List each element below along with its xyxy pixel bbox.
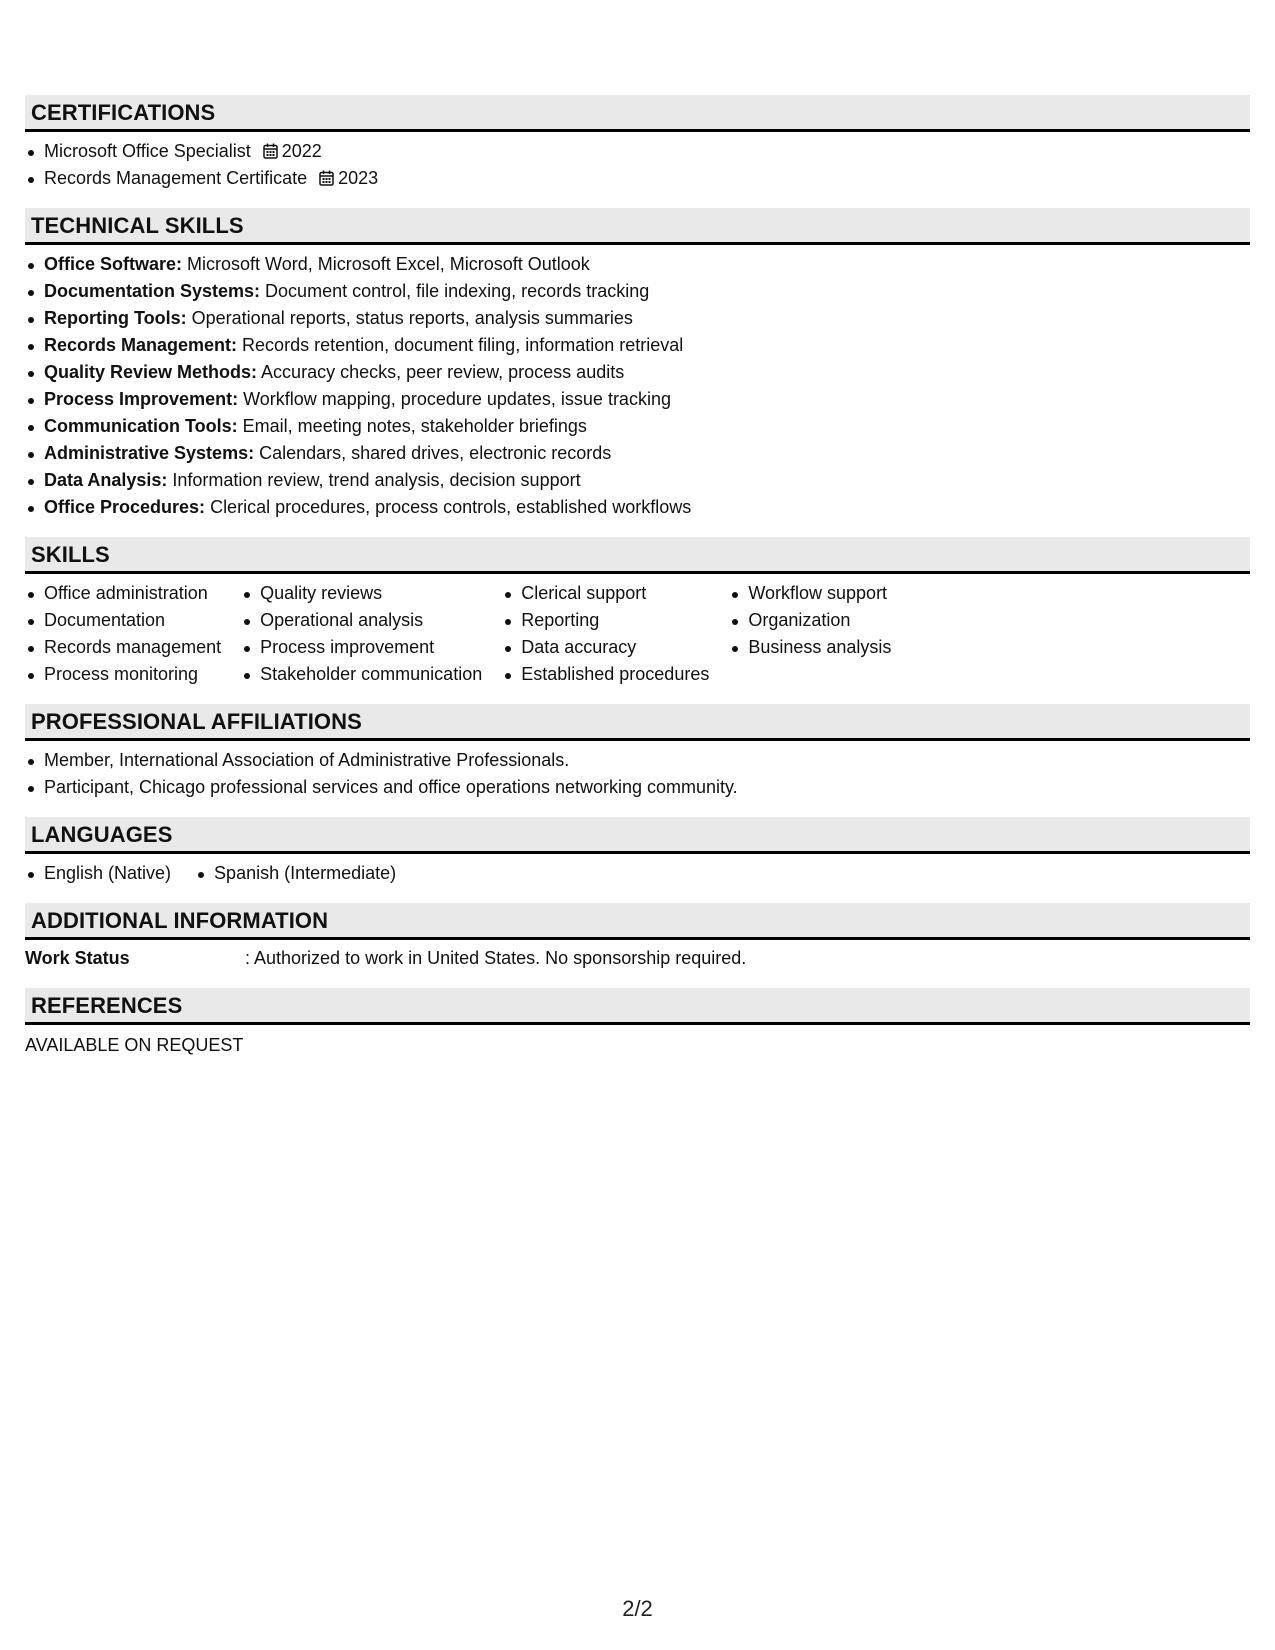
references-section xyxy=(25,988,1250,1059)
affiliation-item: Member, International Association of Administrative Professionals. xyxy=(25,747,1250,774)
skill-item: Process monitoring xyxy=(25,661,241,688)
technical-skill-label: Quality Review Methods: xyxy=(44,362,258,382)
skill-item: Records management xyxy=(25,634,241,661)
references-text: AVAILABLE ON REQUEST xyxy=(25,1035,244,1055)
skill-item: Documentation xyxy=(25,607,241,634)
certification-year: 2023 xyxy=(338,168,379,188)
certification-item xyxy=(25,138,1250,165)
technical-skills-list xyxy=(25,245,1250,521)
technical-skills-heading: TECHNICAL SKILLS xyxy=(25,208,1250,245)
skill-item: Established procedures xyxy=(502,661,729,688)
technical-skill-text: Workflow mapping, procedure updates, issue tracking xyxy=(238,389,671,409)
skills-section xyxy=(25,537,1250,688)
work-status-value: : Authorized to work in United States. No sponsorship required. xyxy=(245,948,747,968)
technical-skill-item xyxy=(25,494,1250,521)
technical-skill-text: Records retention, document filing, information retrieval xyxy=(237,335,684,355)
calendar-icon xyxy=(319,170,334,186)
skills-column xyxy=(25,580,241,688)
additional-info-heading: ADDITIONAL INFORMATION xyxy=(25,903,1250,940)
work-status-row xyxy=(25,940,1250,972)
skill-item: Office administration xyxy=(25,580,241,607)
skill-item: Business analysis xyxy=(729,634,911,661)
affiliations-section xyxy=(25,704,1250,801)
language-item: English (Native) xyxy=(25,860,171,887)
languages-section xyxy=(25,817,1250,887)
skills-grid xyxy=(25,574,1250,688)
technical-skill-label: Administrative Systems: xyxy=(44,443,255,463)
technical-skill-label: Process Improvement: xyxy=(44,389,239,409)
skill-item: Workflow support xyxy=(729,580,911,607)
skills-column xyxy=(241,580,502,688)
skill-item: Process improvement xyxy=(241,634,502,661)
certification-year: 2022 xyxy=(281,141,322,161)
certifications-list xyxy=(25,132,1250,192)
skills-column xyxy=(502,580,729,688)
technical-skills-section xyxy=(25,208,1250,521)
calendar-icon xyxy=(263,143,278,159)
technical-skill-item xyxy=(25,467,1250,494)
technical-skill-label: Office Software: xyxy=(44,254,183,274)
technical-skill-label: Office Procedures: xyxy=(44,497,206,517)
technical-skill-item xyxy=(25,359,1250,386)
technical-skill-item xyxy=(25,332,1250,359)
affiliation-item: Participant, Chicago professional services and office operations networking community. xyxy=(25,774,1250,801)
affiliations-heading: PROFESSIONAL AFFILIATIONS xyxy=(25,704,1250,741)
technical-skill-label: Reporting Tools: xyxy=(44,308,187,328)
technical-skill-label: Records Management: xyxy=(44,335,238,355)
skills-column xyxy=(729,580,911,688)
skill-item: Reporting xyxy=(502,607,729,634)
skill-item: Clerical support xyxy=(502,580,729,607)
languages-heading: LANGUAGES xyxy=(25,817,1250,854)
page-number: 2/2 xyxy=(622,1596,653,1621)
technical-skill-text: Operational reports, status reports, analysis summaries xyxy=(186,308,633,328)
technical-skill-item xyxy=(25,305,1250,332)
technical-skill-text: Clerical procedures, process controls, established workflows xyxy=(205,497,692,517)
affiliations-list xyxy=(25,741,1250,801)
technical-skill-text: Calendars, shared drives, electronic records xyxy=(254,443,612,463)
certifications-section xyxy=(25,95,1250,192)
technical-skill-label: Documentation Systems: xyxy=(44,281,261,301)
resume-page xyxy=(25,95,1250,1075)
additional-info-section xyxy=(25,903,1250,972)
technical-skill-label: Data Analysis: xyxy=(44,470,168,490)
language-item: Spanish (Intermediate) xyxy=(195,860,396,887)
certification-item xyxy=(25,165,1250,192)
technical-skill-item xyxy=(25,251,1250,278)
skill-item: Quality reviews xyxy=(241,580,502,607)
technical-skill-text: Email, meeting notes, stakeholder briefings xyxy=(237,416,587,436)
technical-skill-text: Information review, trend analysis, decision support xyxy=(167,470,581,490)
skill-item: Organization xyxy=(729,607,911,634)
skill-item: Data accuracy xyxy=(502,634,729,661)
technical-skill-label: Communication Tools: xyxy=(44,416,238,436)
technical-skill-item xyxy=(25,278,1250,305)
skill-item: Operational analysis xyxy=(241,607,502,634)
work-status-label: Work Status xyxy=(25,948,130,968)
technical-skill-item xyxy=(25,440,1250,467)
skills-heading: SKILLS xyxy=(25,537,1250,574)
skill-item: Stakeholder communication xyxy=(241,661,502,688)
technical-skill-text: Document control, file indexing, records tracking xyxy=(260,281,650,301)
technical-skill-text: Microsoft Word, Microsoft Excel, Microsoft Outlook xyxy=(182,254,590,274)
certifications-heading: CERTIFICATIONS xyxy=(25,95,1250,132)
certification-name: Records Management Certificate xyxy=(44,168,308,188)
languages-list xyxy=(25,854,1250,887)
technical-skill-item xyxy=(25,413,1250,440)
technical-skill-text: Accuracy checks, peer review, process audits xyxy=(257,362,625,382)
technical-skill-item xyxy=(25,386,1250,413)
references-heading: REFERENCES xyxy=(25,988,1250,1025)
certification-name: Microsoft Office Specialist xyxy=(44,141,251,161)
